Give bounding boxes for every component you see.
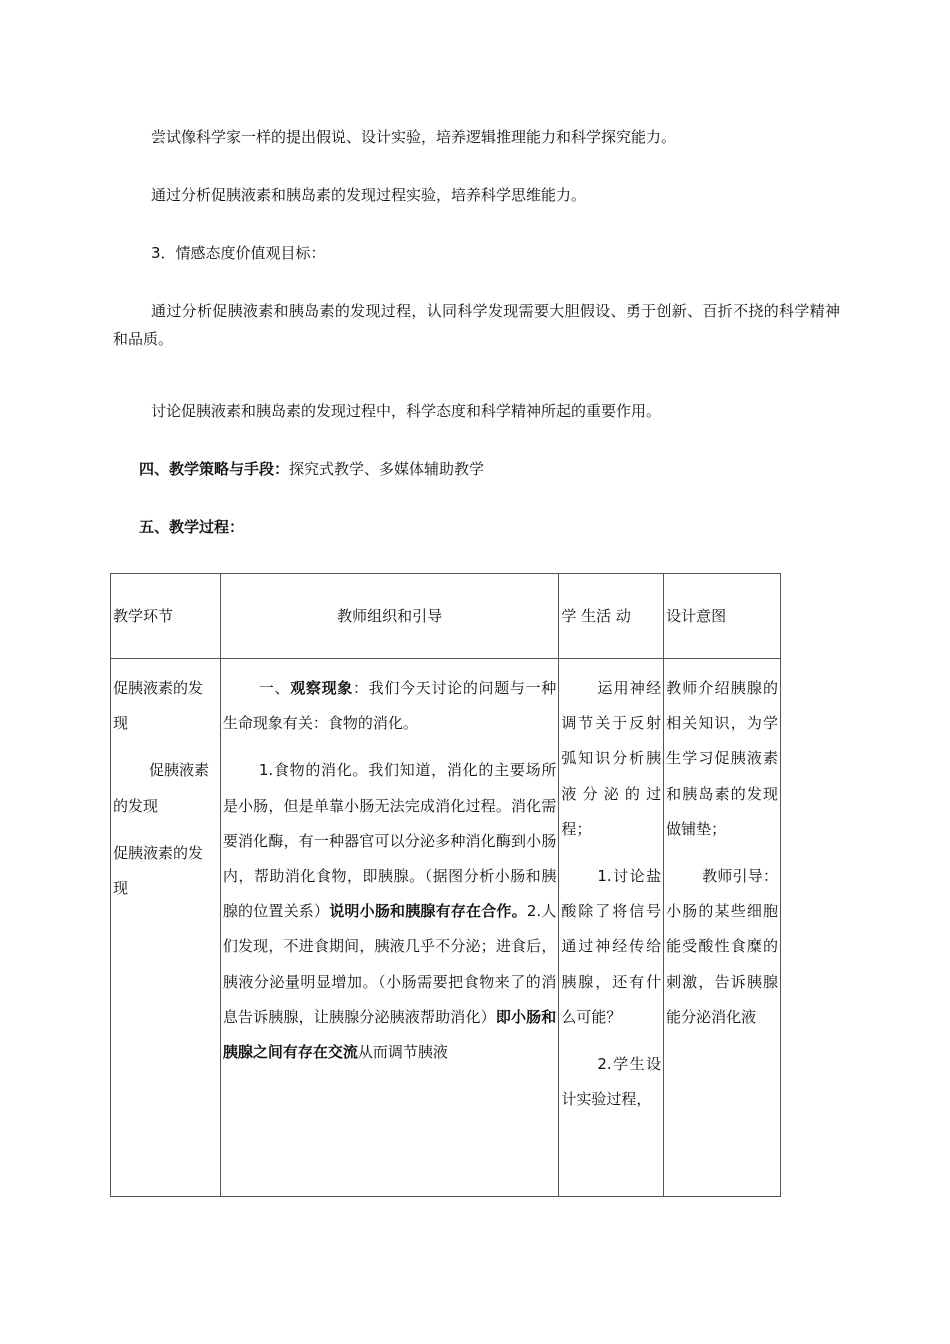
teacher-bold-exchange: 即小肠和胰腺之间有存在交流 — [222, 1007, 557, 1062]
teacher-para-1 — [223, 671, 557, 741]
teacher-text-3: 2.人们发现，不进食期间，胰液几乎不分泌；进食后，胰液分泌量明显增加。（小肠需要把食物来了的消息告诉胰腺，让胰腺分泌胰液帮助消化） — [222, 902, 557, 1026]
student-para-2: 1.讨论盐酸除了将信号通过神经传给胰腺，还有什么可能？ — [561, 867, 662, 1026]
stage-line-3: 促胰液素的发现 — [113, 843, 204, 898]
section-five-heading: 五、教学过程： — [139, 518, 245, 536]
intent-para-1: 教师介绍胰腺的相关知识，为学生学习促胰液素和胰岛素的发现做铺垫； — [666, 679, 778, 838]
header-student: 学 生活 动 — [559, 574, 664, 659]
teacher-bold-cooperate: 说明小肠和胰腺有存在合作。 — [329, 902, 527, 921]
cell-stage — [111, 659, 221, 1197]
section-four-text: 探究式教学、多媒体辅助教学 — [289, 460, 485, 478]
cell-student — [559, 659, 664, 1197]
teaching-process-table — [110, 573, 781, 1197]
teacher-prefix: 一、 — [258, 679, 291, 697]
heading-emotion-goal: 3．情感态度价值观目标： — [151, 244, 326, 262]
stage-line-2: 促胰液素的发现 — [113, 761, 210, 815]
teacher-text-4: 从而调节胰液 — [357, 1043, 448, 1062]
header-intent: 设计意图 — [664, 574, 781, 659]
table-header-row — [111, 574, 781, 659]
stage-line-1: 促胰液素的发现 — [113, 679, 204, 733]
header-stage: 教学环节 — [111, 574, 221, 659]
cell-teacher — [220, 659, 559, 1197]
teacher-para-2 — [223, 753, 557, 1070]
paragraph-emotion-goal-2: 讨论促胰液素和胰岛素的发现过程中，科学态度和科学精神所起的重要作用。 — [151, 402, 662, 420]
paragraph-emotion-goal-1: 通过分析促胰液素和胰岛素的发现过程，认同科学发现需要大胆假设、勇于创新、百折不挠的科学精神和品质。 — [113, 302, 840, 348]
paragraph-skill-goal-2: 通过分析促胰液素和胰岛素的发现过程实验，培养科学思维能力。 — [151, 186, 587, 204]
student-para-1: 运用神经调节关于反射弧知识分析胰液分泌的过程； — [561, 679, 662, 838]
header-teacher: 教师组织和引导 — [220, 574, 559, 659]
teacher-text-1: ：我们今天讨论的问题与一种生命现象有关：食物的消化。 — [222, 679, 557, 733]
teacher-text-2: 1.食物的消化。我们知道，消化的主要场所是小肠，但是单靠小肠无法完成消化过程。消化需要消化酶，有一种器官可以分泌多种消化酶到小肠内，帮助消化食物，即胰腺。（据图分析小肠和胰腺的位置关系） — [222, 761, 557, 921]
cell-intent — [664, 659, 781, 1197]
section-four — [113, 455, 840, 483]
table-row — [111, 659, 781, 1197]
student-para-3: 2.学生设计实验过程， — [561, 1055, 662, 1109]
intent-para-2: 教师引导：小肠的某些细胞能受酸性食糜的刺激，告诉胰腺能分泌消化液 — [666, 867, 778, 1026]
teacher-bold-observe: 观察现象 — [290, 679, 353, 697]
section-four-label: 四、教学策略与手段： — [139, 460, 290, 478]
paragraph-skill-goal-1: 尝试像科学家一样的提出假说、设计实验，培养逻辑推理能力和科学探究能力。 — [151, 128, 677, 146]
